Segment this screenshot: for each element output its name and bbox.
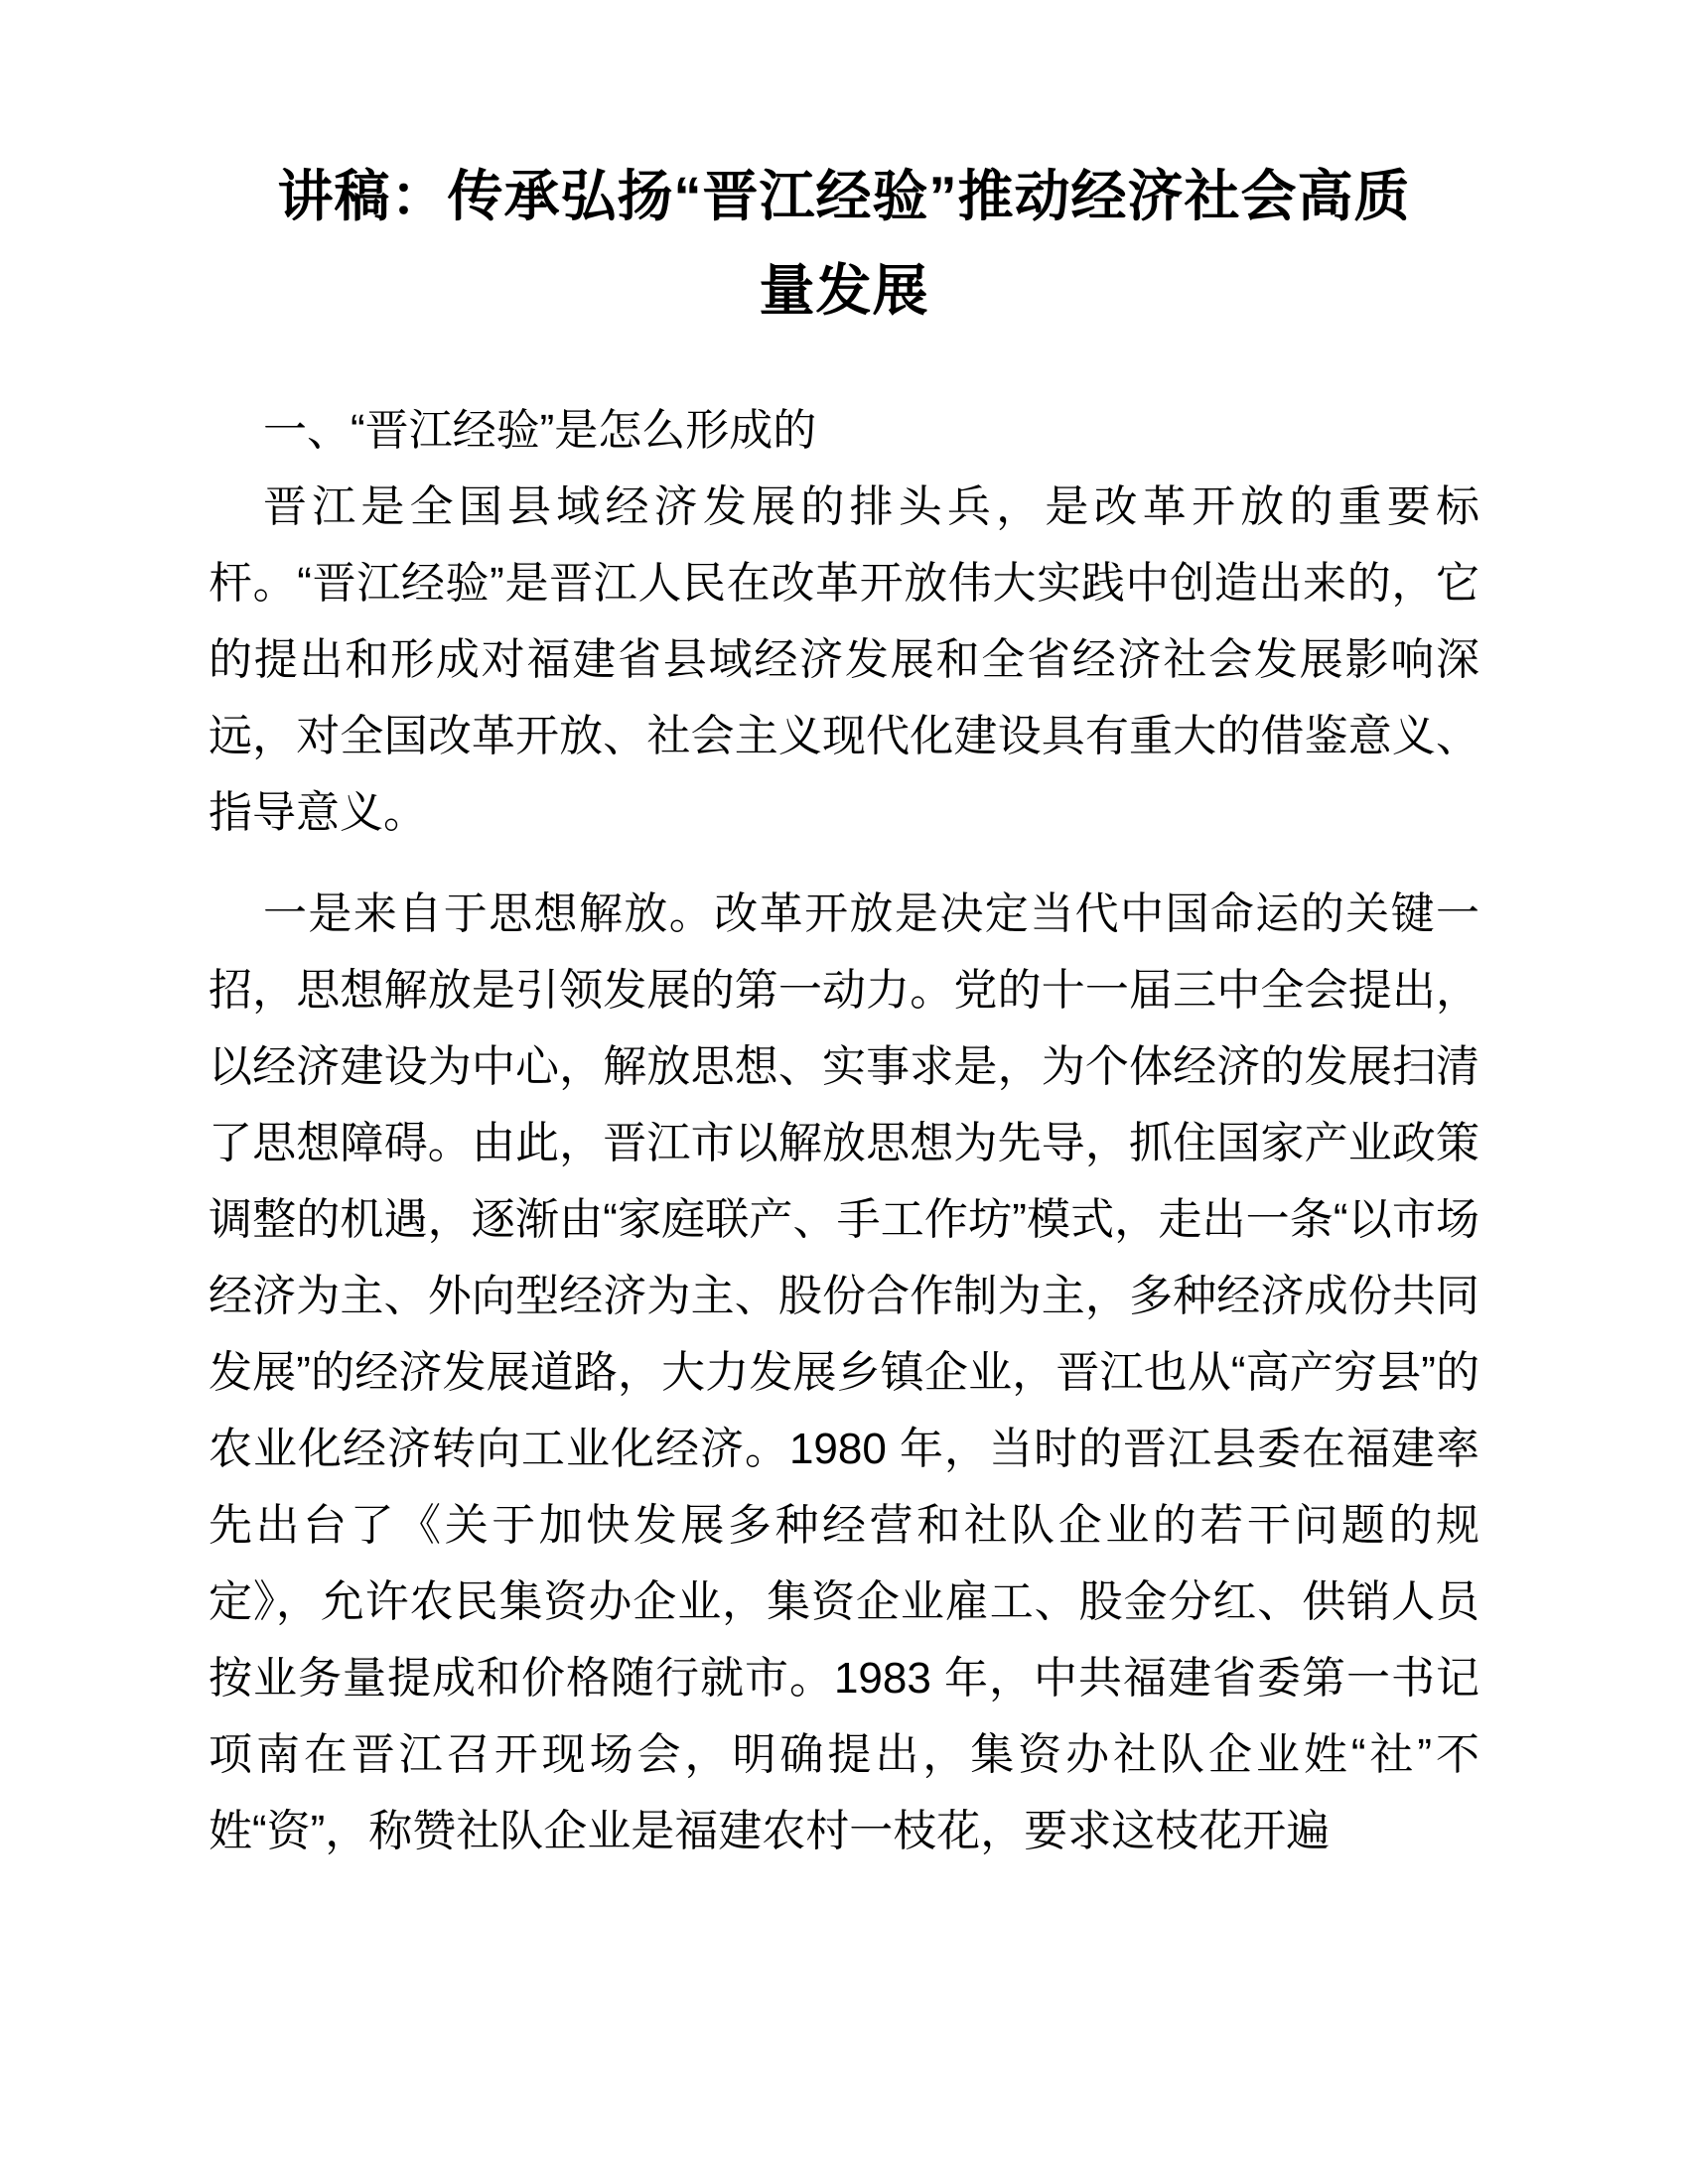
document-title: 讲稿：传承弘扬“晋江经验”推动经济社会高质量发展 <box>277 165 1411 322</box>
section-heading: 一、“晋江经验”是怎么形成的 <box>263 406 817 455</box>
paragraph-1: 晋江是全国县域经济发展的排头兵，是改革开放的重要标杆。“晋江经验”是晋江人民在改革开放伟大实践中创造出来的，它的提出和形成对福建省县域经济发展和全省经济社会发展影响深远，对全国改革开放、社会主义现代化建设具有重大的借鉴意义、指导意义。 <box>209 482 1479 837</box>
paragraph-2: 一是来自于思想解放。改革开放是决定当代中国命运的关键一招，思想解放是引领发展的第一动力。党的十一届三中全会提出，以经济建设为中心，解放思想、实事求是，为个体经济的发展扫清了思想障碍。由此，晋江市以解放思想为先导，抓住国家产业政策调整的机遇，逐渐由“家庭联产、手工作坊”模式，走出一条“以市场经济为主、外向型经济为主、股份合作制为主，多种经济成份共同发展”的经济发展道路，大力发展乡镇企业，晋江也从“高产穷县”的农业化经济转向工业化经济。1980 年，当时的晋江县委在福建率先出台了《关于加快发展多种经营和社队企业的若干问题的规定》，允许农民集资办企业，集资企业雇工、股金分红、供销人员按业务量提成和价格随行就市。1983 年，中共福建省委第一书记项南在晋江召开现场会，明确提出，集资办社队企业姓“社”不姓“资”，称赞社队企业是福建农村一枝花，要求这枝花开遍 <box>209 889 1479 1855</box>
